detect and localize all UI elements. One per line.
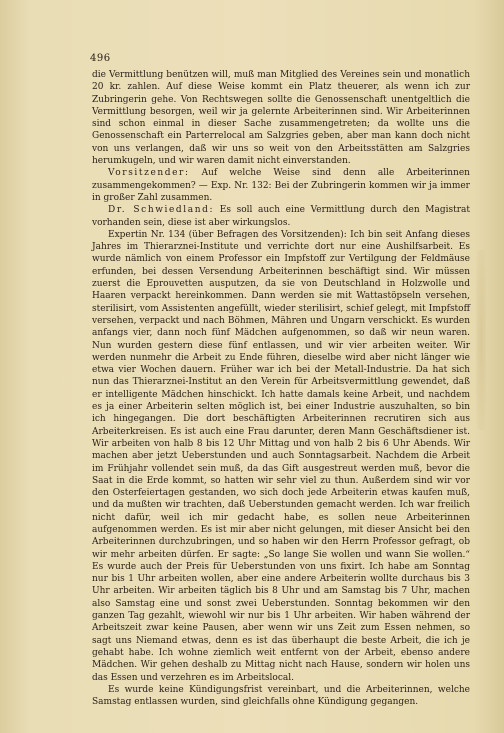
speaker-label: Vorsitzender: [108,168,190,179]
paragraph-2 [92,167,470,204]
paragraph-2-text: Auf welche Weise sind denn alle Arbeiterinnen zusammengekommen? — Exp. Nr. 132: Bei der Zubringerin kommen wir ja immer in großer Zahl zusammen. [92,168,470,203]
paragraph-3-text: Es soll auch eine Vermittlung durch den Magistrat vorhanden sein, diese ist aber wirkungslos. [92,205,471,228]
paragraph-5-text: Es wurde keine Kündigungsfrist vereinbart, und die Arbeiterinnen, welche Samstag entlassen wurden, sind gleichfalls ohne Kündigung gegangen. [92,684,470,708]
paragraph-1 [92,69,470,167]
body-text [92,69,470,708]
paragraph-5 [92,684,470,709]
page-number: 496 [90,53,111,64]
paragraph-1-text: die Vermittlung benützen will, muß man Mitglied des Vereines sein und monatlich 20 kr. zahlen. Auf diese Weise kommt ein Platz theuerer, als wenn ich zur Zubringerin gehe. Von Rechtswegen sollte die Genossenschaft unentgeltlich die Vermittlung besorgen, weil wir ja gelernte Arbeiterinnen sind. Wir Arbeiterinnen sind schon einmal in dieser Sache zusammengetreten; da wollte uns die Genossenschaft ein Parterrelocal am Salzgries geben, aber man kann doch nicht von uns verlangen, daß wir uns so weit von den Arbeitsstätten am Salzgries herumkugeln, und wir waren damit nicht einverstanden. [92,70,470,167]
paragraph-4-text: Expertin Nr. 134 (über Befragen des Vorsitzenden): Ich bin seit Anfang dieses Jahres im Thierarznei-Institute und verrichte dort nur eine Aushilfsarbeit. Es wurde nämlich von einem Professor ein Impfstoff zur Vertilgung der Feldmäuse erfunden, bei dessen Versendung Arbeiterinnen beschäftigt sind. Wir müssen zuerst die Eprouvetten ausputzen, da sie von Deutschland in Holzwolle und Haaren verpackt hereinkommen. Dann werden sie mit Wattastöpseln versehen, sterilisirt, vom Assistenten angefüllt, wieder sterilisirt, schief gelegt, mit Impfstoff versehen, verpackt und nach Böhmen, Mähren und Ungarn verschickt. Es wurden anfangs vier, dann noch fünf Mädchen aufgenommen, so daß wir neun waren. Nun wurden gestern diese fünf entlassen, und wir vier arbeiten weiter. Wir werden nunmehr die Arbeit zu Ende führen, dieselbe wird aber nicht länger wie etwa vier Wochen dauern. Früher war ich bei der Metall-Industrie. Da hat sich nun das Thierarznei-Institut an den Verein für Arbeitsvermittlung gewendet, daß er intelligente Mädchen hinschickt. Ich hatte damals keine Arbeit, und nachdem es ja einer Arbeiterin selten möglich ist, bei einer Industrie auszuhalten, so bin ich hingegangen. Die dort beschäftigten Arbeiterinnen recrutiren sich aus Arbeiterkreisen. Es ist auch eine Frau darunter, deren Mann Geschäftsdiener ist. Wir arbeiten von halb 8 bis 12 Uhr Mittag und von halb 2 bis 6 Uhr Abends. Wir machen aber jetzt Ueberstunden und auch Sonntagsarbeit. Nachdem die Arbeit im Frühjahr vollendet sein muß, da das Gift ausgestreut werden muß, bevor die Saat in die Erde kommt, so hatten wir sehr viel zu thun. Außerdem sind wir vor den Osterfeiertagen gestanden, wo sich doch jede Arbeiterin etwas kaufen muß, und da mußten wir trachten, daß Ueberstunden gemacht werden. Ich war freilich nicht dafür, weil ich mir gedacht habe, es sollen neue Arbeiterinnen aufgenommen werden. Es ist mir aber nicht gelungen, mit dieser Ansicht bei den Arbeiterinnen durchzubringen, und so haben wir den Herrn Professor gefragt, ob wir mehr arbeiten dürfen. Er sagte: „So lange Sie wollen und wann Sie wollen.“ Es wurde auch der Preis für Ueberstunden von uns fixirt. Ich habe am Sonntag nur bis 1 Uhr arbeiten wollen, aber eine andere Arbeiterin wollte durchaus bis 3 Uhr arbeiten. Wir arbeiten täglich bis 8 Uhr und am Samstag bis 7 Uhr, machen also Samstag eine und sonst zwei Ueberstunden. Sonntag bekommen wir den ganzen Tag gezahlt, wiewohl wir nur bis 1 Uhr arbeiten. Wir haben während der Arbeitszeit zwar keine Pausen, aber wenn wir uns Zeit zum Essen nehmen, so sagt uns Niemand etwas, denn es ist das überhaupt die beste Arbeit, die ich je gehabt habe. Ich wohne ziemlich weit entfernt von der Arbeit, ebenso andere Mädchen. Wir gehen deshalb zu Mittag nicht nach Hause, sondern wir holen uns das Essen und verzehren es im Arbeitslocal. [92,229,470,683]
paragraph-3 [92,204,470,229]
speaker-label: Dr. Schwiedland: [108,205,215,216]
paper-stain [476,250,486,430]
paragraph-4 [92,229,470,684]
